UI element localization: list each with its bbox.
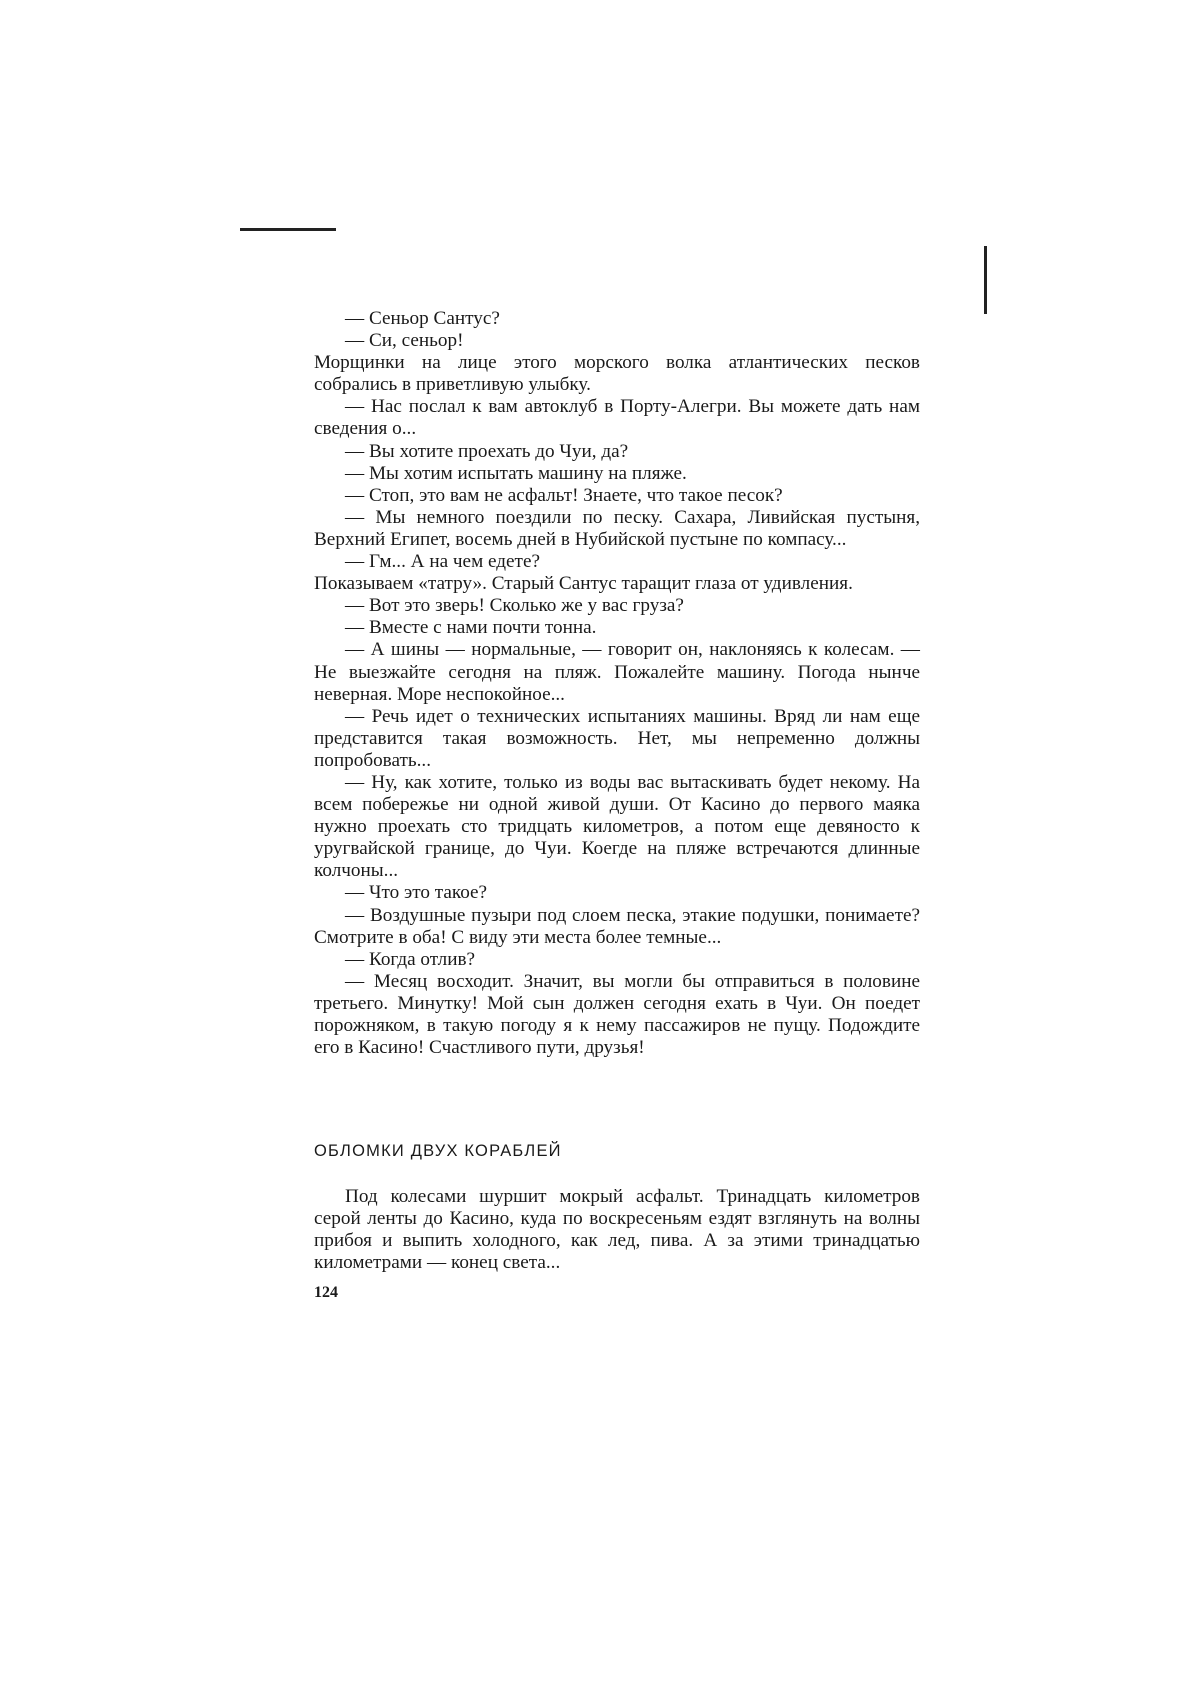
paragraph: — Мы хотим испытать машину на пляже. (345, 462, 687, 484)
paragraph: — Что это такое? (345, 882, 488, 904)
paragraph: — Месяц восходит. Значит, вы могли бы отправиться в половине третьего. Минутку! Мой сын должен сегодня ехать в Чуи. Он поедет порожняком, в такую погоду я к нему пассажиров не пущу. Подождите его в Касино! Счастливого пути, друзья! (314, 970, 920, 1059)
paragraph: — Мы немного поездили по песку. Сахара, Ливийская пустыня, Верхний Египет, восемь дней в Нубийской пустыне по компасу... (314, 506, 920, 550)
paragraph: — Вы хотите проехать до Чуи, да? (345, 440, 629, 462)
paragraph: — Нас послал к вам автоклуб в Порту-Алегри. Вы можете дать нам сведения о... (314, 396, 920, 440)
paragraph: — Гм... А на чем едете? (345, 551, 540, 573)
section-text (314, 1186, 920, 1274)
paragraph: — Ну, как хотите, только из воды вас вытаскивать будет некому. На всем побережье ни одной живой души. От Касино до первого маяка нужно проехать сто тридцать километров, а потом еще девяносто к уругвайской границе, до Чуи. Коегде на пляже встречаются длинные колчоны... (314, 771, 920, 882)
paragraph: — Вот это зверь! Сколько же у вас груза? (345, 595, 684, 617)
top-rule (240, 228, 336, 231)
paragraph: — Сеньор Сантус? (345, 308, 500, 329)
paragraph: — А шины — нормальные, — говорит он, наклоняясь к колесам. — Не выезжайте сегодня на пляж. Пожалейте машину. Погода нынче неверная. Море неспокойное... (314, 639, 920, 705)
paragraph: Под колесами шуршит мокрый асфальт. Тринадцать километров серой ленты до Касино, куда по воскресеньям ездят взглянуть на волны прибоя и выпить холодного, как лед, пива. А за этими тринадцатью километрами — конец света... (314, 1186, 920, 1274)
paragraph: — Когда отлив? (345, 948, 476, 970)
paragraph: Показываем «татру». Старый Сантус таращит глаза от удивления. (314, 573, 853, 595)
page-number: 124 (314, 1284, 338, 1301)
paragraph: — Воздушные пузыри под слоем песка, этакие подушки, понимаете? Смотрите в оба! С виду эти места более темные... (314, 904, 920, 948)
section-heading: ОБЛОМКИ ДВУХ КОРАБЛЕЙ (314, 1142, 562, 1160)
paragraph: Морщинки на лице этого морского волка атлантических песков собрались в приветливую улыбку. (314, 352, 920, 396)
paragraph: — Вместе с нами почти тонна. (345, 617, 597, 639)
paragraph: — Стоп, это вам не асфальт! Знаете, что такое песок? (345, 484, 783, 506)
margin-mark (984, 246, 987, 314)
paragraph: — Си, сеньор! (345, 330, 464, 352)
paragraph: — Речь идет о технических испытаниях машины. Вряд ли нам еще представится такая возможность. Нет, мы непременно должны попробовать... (314, 705, 920, 771)
body-text (314, 308, 920, 1059)
